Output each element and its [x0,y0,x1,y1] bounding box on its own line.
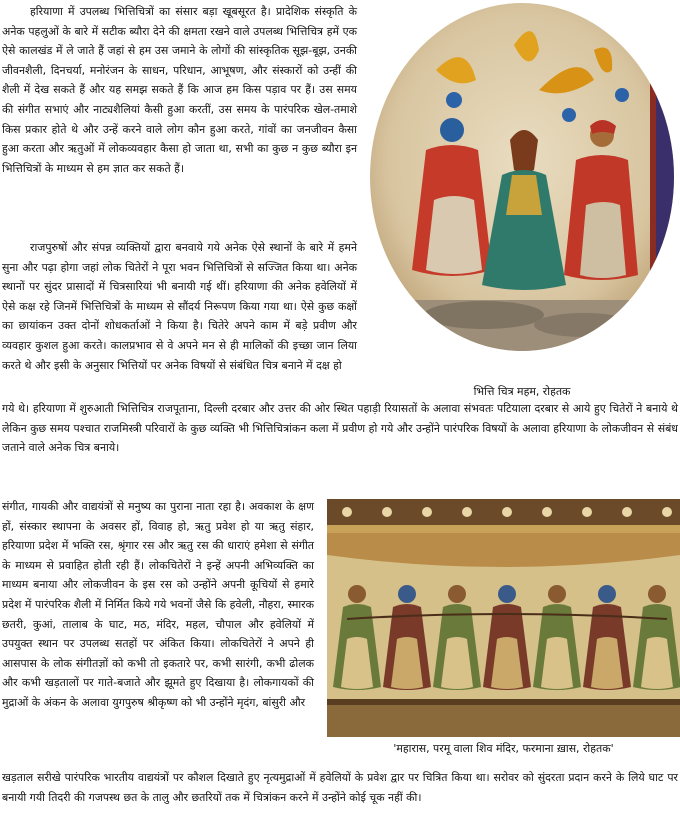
figure-caption-maham: भित्ति चित्र महम, रोहतक [473,385,571,398]
paragraph-music-continued: खड़ताल सरीखे पारंपरिक भारतीय वाद्ययंत्रों पर कौशल दिखाते हुए नृत्यमुद्राओं में हवेलियों के प्रवेश द्वार पर चित्रित किया था। सरोवर को सुंदरता प्रदान करने के लिये घाट पर बनायी गयी तिदरी की गजपस्थ छत के तालु और छतरियों तक में चित्रांकन करने में उन्होंने कोई चूक नहीं की। [2,771,678,804]
paragraph-painters: राजपुरुषों और संपन्न व्यक्तियों द्वारा बनवाये गये अनेक ऐसे स्थानों के बारे में हमने सुना और पढ़ा होगा जहां लोक चितेरों ने पूरा भवन भित्तिचित्रों से सज्जित किया था। अनेक स्थानों पर सुंदर प्रासादों में चित्रसारियां भी बनायी गई थीं। हरियाणा की अनेक हवेलियों में ऐसे कक्ष रहे जिनमें भित्तिचित्रों के माध्यम से सौंदर्य निरूपण किया गया था। ऐसे कुछ कक्षों का छायांकन उक्त दोनों शोधकर्ताओं ने किया है। चितेरे अपने काम में बड़े प्रवीण और व्यवहार कुशल हुआ करते। कालप्रभाव से वे अपने मन से ही मालिकों की इच्छा जान लिया करते थे और इसी के अनुसार भित्तियों पर अनेक विषयों से संबंधित चित्र बनाने में दक्ष हो [2,241,357,372]
paragraph-music: संगीत, गायकी और वाद्ययंत्रों से मनुष्य का पुराना नाता रहा है। अवकाश के क्षण हों, संस्कार स्थापना के अवसर हों, विवाह हो, ऋतु प्रवेश हो या ऋतु संहार, हरियाणा प्रदेश में भक्ति रस, श्रृंगार रस और ऋतु रस की धाराएं हमेशा से संगीत के माध्यम से प्रवाहित होती रही हैं। लोकचितेरों ने इन्हें अपनी अभिव्यक्ति का माध्यम बनाया और लोकजीवन के इस रस को उन्होंने अपनी कूचियों से हमारे प्रदेश में पारंपरिक शैली में निर्मित किये गये भवनों जैसे कि हवेली, नौहरा, स्मारक छतरी, कुआं, तालाब के घाट, मठ, मंदिर, महल, चौपाल और हवेलियों में उपयुक्त स्थान पर उपलब्ध सतहों पर अंकित किया। लोकचितेरों ने अपने ही आसपास के लोक संगीतज्ञों को कभी तो इकतारे पर, कभी सारंगी, कभी ढोलक और कभी खड़तालों पर गाते-बजाते और झूमते हुए दिखाया है। लोकगायकों की मुद्राओं के अंकन के अलावा युगपुरुष श्रीकृष्ण को भी उन्होंने मृदंग, बांसुरी और [2,500,314,709]
paragraph-mural-world: हरियाणा में उपलब्ध भित्तिचित्रों का संसार बड़ा खूबसूरत है। प्रादेशिक संस्कृति के अनेक पहलुओं के बारे में सटीक ब्यौरा देने की क्षमता रखने वाले उपलब्ध भित्तिचित्र हमें एक ऐसे कालखंड में ले जाते हैं जहां से हम उस जमाने के लोगों की सांस्कृतिक सूझ-बूझ, उनकी जीवनशैली, दिनचर्या, मनोरंजन के साधन, परिधान, आभूषण, और संस्कारों को उन्हीं की शैली में देख सकते हैं और यह समझ सकते हैं कि आज हम किस पड़ाव पर हैं। उस समय की संगीत सभाएं और नाट्यशैलियां कैसी हुआ करतीं, उस समय के पारंपरिक खेल-तमाशे किस प्रकार होते थे और उन्हें करने वाले लोग कौन हुआ करते, गांवों का जनजीवन कैसा हुआ करता और ऋतुओं में लोकव्यवहार कैसा हो जाता था, सभी का कुछ न कुछ ब्यौरा इन भित्तिचित्रों के माध्यम से हम ज्ञात कर सकते हैं। [2,5,357,175]
figure-caption-maharas: 'महारास, परमू वाला शिव मंदिर, फरमाना ख़ास, रोहतक' [393,742,614,755]
mural-photo-maham [364,0,680,355]
mural-photo-maharas [327,499,680,737]
paragraph-painters-continued: गये थे। हरियाणा में शुरुआती भित्तिचित्र राजपूताना, दिल्ली दरबार और उत्तर की ओर स्थित पहाड़ी रियासतों के अलावा संभवतः पटियाला दरबार से आये हुए चितेरों ने बनाये थे लेकिन कुछ समय पश्चात राजमिस्त्री परिवारों के कुछ व्यक्ति भी भित्तिचित्रांकन कला में प्रवीण हो गये और उन्होंने पारंपरिक विषयों के अलावा हरियाणा के लोकजीवन से संबंध जताने वाले अनेक चित्र बनाये। [2,402,678,455]
